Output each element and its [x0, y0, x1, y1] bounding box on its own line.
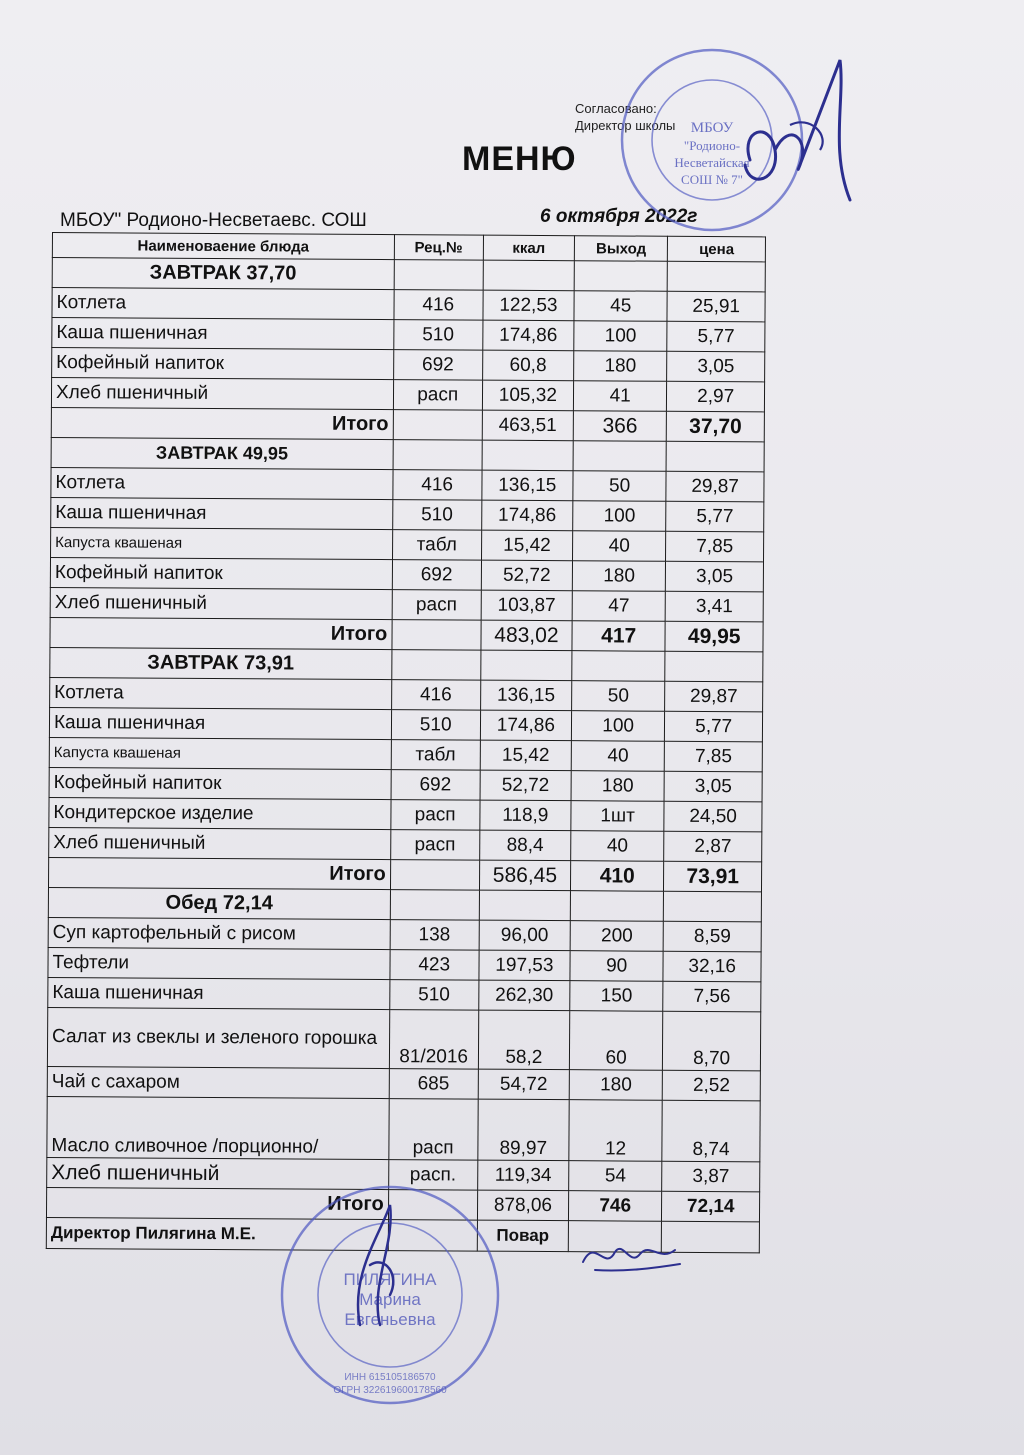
svg-text:ИНН 615105186570: ИНН 615105186570 — [344, 1372, 436, 1383]
section-header-row — [52, 258, 765, 292]
price-value: 3,05 — [667, 351, 765, 382]
table-row — [52, 318, 765, 352]
director-signature — [730, 40, 880, 230]
output-value: 180 — [571, 771, 665, 802]
output-value: 100 — [573, 501, 667, 532]
dish-name: Хлеб пшеничный — [50, 587, 392, 619]
kcal-value: 174,86 — [481, 500, 572, 531]
price-value: 3,87 — [662, 1161, 760, 1192]
col-header-recipe: Рец.№ — [394, 235, 483, 261]
recipe-number: 416 — [393, 470, 482, 501]
total-label: Итого — [51, 407, 393, 439]
director-signature-bottom — [330, 1195, 420, 1335]
recipe-number: расп — [388, 1099, 477, 1161]
price-value: 5,77 — [666, 501, 764, 532]
dish-name: Капуста квашеная — [49, 737, 391, 769]
table-row — [51, 467, 764, 501]
output-value: 180 — [574, 351, 668, 382]
table-row — [49, 797, 762, 831]
recipe-number: 510 — [392, 500, 481, 531]
dish-name: Каша пшеничная — [52, 318, 394, 350]
kcal-value: 15,42 — [480, 740, 571, 771]
recipe-number: 510 — [391, 710, 480, 741]
total-output: 366 — [573, 411, 667, 442]
kcal-value: 103,87 — [481, 590, 572, 621]
dish-name: Чай с сахаром — [47, 1066, 389, 1098]
total-label: Итого — [46, 1187, 388, 1219]
svg-text:Евгеньевна: Евгеньевна — [344, 1310, 436, 1329]
dish-name: Салат из свеклы и зеленого горошка — [47, 1007, 389, 1068]
kcal-value: 197,53 — [479, 950, 570, 981]
dish-name: Котлета — [52, 288, 394, 320]
kcal-value: 174,86 — [480, 710, 571, 741]
kcal-value: 119,34 — [477, 1160, 568, 1191]
output-value: 50 — [573, 471, 667, 502]
cook-label: Повар — [477, 1220, 568, 1252]
kcal-value: 58,2 — [478, 1010, 570, 1070]
kcal-value: 52,72 — [481, 560, 572, 591]
price-value: 25,91 — [667, 291, 765, 322]
output-value: 41 — [573, 381, 667, 412]
svg-text:Несветайская: Несветайская — [674, 155, 750, 170]
output-value: 45 — [574, 291, 668, 322]
table-row — [49, 737, 762, 771]
dish-name: Капуста квашеная — [51, 527, 393, 559]
kcal-value: 118,9 — [480, 800, 571, 831]
table-row — [51, 527, 764, 561]
recipe-number: 510 — [389, 980, 478, 1011]
total-row — [48, 857, 761, 891]
dish-name: Кондитерское изделие — [49, 797, 391, 829]
output-value: 1шт — [571, 801, 665, 832]
svg-text:Марина: Марина — [359, 1290, 421, 1309]
price-value: 2,97 — [667, 381, 765, 412]
output-value: 100 — [574, 321, 668, 352]
svg-text:СОШ № 7": СОШ № 7" — [681, 172, 743, 187]
table-row — [52, 288, 765, 322]
section-header-row — [48, 887, 761, 921]
output-value: 90 — [570, 951, 664, 982]
approved-label: Согласовано: — [575, 101, 657, 116]
col-header-name: Наименоваение блюда — [52, 233, 394, 260]
svg-text:ОГРН 322619600178560: ОГРН 322619600178560 — [333, 1385, 447, 1396]
kcal-value: 262,30 — [479, 980, 570, 1011]
output-value: 100 — [571, 711, 665, 742]
dish-name: Каша пшеничная — [48, 977, 390, 1009]
total-output: 746 — [568, 1191, 662, 1222]
recipe-number: 692 — [391, 770, 480, 801]
price-value: 24,50 — [664, 801, 762, 832]
total-price: 49,95 — [665, 621, 763, 652]
recipe-number: 416 — [394, 290, 483, 321]
section-title: ЗАВТРАК 49,95 — [51, 437, 393, 469]
cook-signature — [575, 1232, 685, 1277]
table-row — [48, 947, 761, 981]
price-value: 2,87 — [664, 831, 762, 862]
price-value: 3,05 — [664, 771, 762, 802]
section-header-row — [50, 647, 763, 681]
recipe-number: 692 — [393, 350, 482, 381]
recipe-number: 416 — [391, 680, 480, 711]
recipe-number: 510 — [393, 320, 482, 351]
price-value: 7,85 — [665, 741, 763, 772]
dish-name: Котлета — [50, 677, 392, 709]
total-kcal: 878,06 — [477, 1190, 568, 1221]
total-output: 410 — [570, 861, 664, 892]
recipe-number: расп — [393, 380, 482, 411]
table-row — [48, 917, 761, 951]
kcal-value: 52,72 — [480, 770, 571, 801]
recipe-number: табл — [391, 740, 480, 771]
section-title: ЗАВТРАК 37,70 — [52, 258, 394, 290]
output-value: 180 — [572, 561, 666, 592]
kcal-value: 54,72 — [478, 1069, 569, 1100]
price-value: 8,70 — [663, 1011, 761, 1071]
price-value: 2,52 — [663, 1070, 761, 1101]
total-kcal: 586,45 — [479, 860, 570, 891]
price-value: 3,41 — [665, 591, 763, 622]
dish-name: Хлеб пшеничный — [49, 827, 391, 859]
total-price: 73,91 — [664, 861, 762, 892]
table-row — [49, 767, 762, 801]
table-row — [50, 587, 763, 621]
output-value: 50 — [572, 681, 666, 712]
kcal-value: 15,42 — [481, 530, 572, 561]
output-value: 12 — [569, 1100, 663, 1162]
dish-name: Каша пшеничная — [51, 497, 393, 529]
recipe-number: 138 — [390, 920, 479, 951]
output-value: 180 — [569, 1070, 663, 1101]
table-row — [48, 977, 761, 1011]
price-value: 5,77 — [667, 321, 765, 352]
dish-name: Хлеб пшеничный — [47, 1157, 389, 1189]
section-title: Обед 72,14 — [48, 887, 390, 919]
kcal-value: 136,15 — [482, 470, 573, 501]
total-price: 37,70 — [667, 411, 765, 442]
director-label: Директор Пилягина М.Е. — [46, 1217, 388, 1250]
table-row — [47, 1007, 760, 1070]
price-value: 29,87 — [665, 681, 763, 712]
col-header-kcal: ккал — [483, 235, 574, 261]
output-value: 60 — [569, 1011, 663, 1071]
svg-text:"Родионо-: "Родионо- — [683, 138, 741, 153]
price-value: 7,56 — [663, 981, 761, 1012]
dish-name: Кофейный напиток — [50, 557, 392, 589]
table-row — [51, 378, 764, 412]
output-value: 54 — [569, 1161, 663, 1192]
col-header-output: Выход — [574, 236, 668, 262]
kcal-value: 136,15 — [480, 680, 571, 711]
kcal-value: 174,86 — [483, 320, 574, 351]
dish-name: Кофейный напиток — [49, 767, 391, 799]
section-header-row — [51, 437, 764, 471]
dish-name: Хлеб пшеничный — [51, 378, 393, 410]
dish-name: Кофейный напиток — [52, 348, 394, 380]
dish-name: Котлета — [51, 467, 393, 499]
table-row — [49, 827, 762, 861]
price-value: 7,85 — [666, 531, 764, 562]
table-row — [47, 1066, 760, 1100]
kcal-value: 89,97 — [478, 1099, 570, 1161]
recipe-number: расп — [390, 800, 479, 831]
table-row — [51, 497, 764, 531]
price-value: 8,59 — [663, 921, 761, 952]
output-value: 200 — [570, 921, 664, 952]
recipe-number: 692 — [392, 560, 481, 591]
table-row — [50, 677, 763, 711]
price-value: 5,77 — [665, 711, 763, 742]
recipe-number: 423 — [390, 950, 479, 981]
table-row — [47, 1096, 760, 1161]
total-output: 417 — [572, 621, 666, 652]
total-label: Итого — [48, 857, 390, 889]
recipe-number: табл — [392, 530, 481, 561]
section-title: ЗАВТРАК 73,91 — [50, 647, 392, 679]
output-value: 40 — [571, 741, 665, 772]
total-row — [50, 617, 763, 651]
recipe-number: 685 — [389, 1069, 478, 1100]
kcal-value: 122,53 — [483, 290, 574, 321]
total-price: 72,14 — [662, 1191, 760, 1222]
recipe-number: расп — [392, 590, 481, 621]
page-title: МЕНЮ — [462, 140, 577, 178]
total-kcal: 463,51 — [482, 410, 573, 441]
recipe-number: расп — [390, 830, 479, 861]
price-value: 8,74 — [662, 1100, 760, 1162]
approved-by: Директор школы — [575, 118, 676, 133]
recipe-number: расп. — [388, 1160, 477, 1191]
recipe-number: 81/2016 — [389, 1010, 478, 1070]
menu-table — [46, 232, 766, 1253]
price-value: 32,16 — [663, 951, 761, 982]
col-header-price: цена — [668, 236, 766, 262]
kcal-value: 88,4 — [479, 830, 570, 861]
dish-name: Суп картофельный с рисом — [48, 917, 390, 949]
output-value: 40 — [571, 831, 665, 862]
price-value: 3,05 — [666, 561, 764, 592]
output-value: 150 — [570, 981, 664, 1012]
dish-name: Тефтели — [48, 947, 390, 979]
svg-text:МБОУ: МБОУ — [690, 120, 734, 136]
kcal-value: 96,00 — [479, 920, 570, 951]
kcal-value: 105,32 — [482, 380, 573, 411]
school-name: МБОУ" Родионо-Несветаевс. СОШ — [60, 210, 367, 231]
svg-text:ПИЛЯГИНА: ПИЛЯГИНА — [343, 1270, 437, 1289]
output-value: 40 — [573, 531, 667, 562]
dish-name: Каша пшеничная — [49, 707, 391, 739]
price-value: 29,87 — [666, 471, 764, 502]
menu-date: 6 октября 2022г — [540, 206, 698, 227]
total-label: Итого — [50, 617, 392, 649]
table-row — [52, 348, 765, 382]
kcal-value: 60,8 — [482, 350, 573, 381]
dish-name: Масло сливочное /порционно/ — [47, 1096, 389, 1159]
output-value: 47 — [572, 591, 666, 622]
table-row — [50, 557, 763, 591]
total-kcal: 483,02 — [481, 620, 572, 651]
total-row — [51, 407, 764, 441]
table-row — [49, 707, 762, 741]
